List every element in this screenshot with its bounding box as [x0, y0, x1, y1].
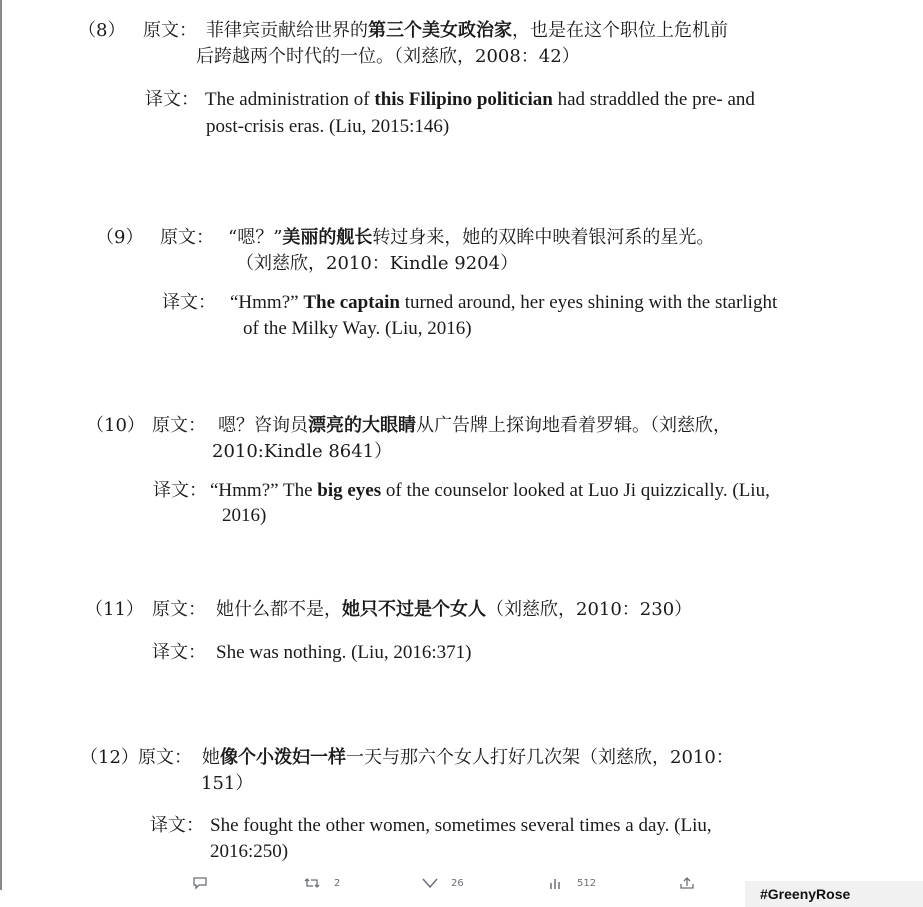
retweet-icon[interactable]	[304, 876, 320, 893]
translation-text-line-1: The administration of this Filipino politician had straddled the pre- and	[205, 89, 755, 110]
example-number: （10）	[86, 415, 145, 436]
translation-text-line-1: “Hmm?” The captain turned around, her eyes shining with the starlight	[230, 292, 778, 313]
views-count: 512	[577, 878, 597, 889]
source-text-line-1: 她什么都不是，她只不过是个女人（刘慈欣，2010：230）	[216, 599, 693, 620]
bar-chart-icon[interactable]	[549, 876, 563, 893]
translation-text-line-2: of the Milky Way. (Liu, 2016)	[243, 318, 472, 339]
hashtag-watermark: #GreenyRose	[760, 886, 851, 902]
source-text-line-2: 2010:Kindle 8641）	[212, 441, 393, 462]
translation-label: 译文：	[153, 480, 207, 501]
source-label: 原文：	[160, 227, 214, 248]
source-label: 原文：	[152, 415, 206, 436]
source-text-line-1: 菲律宾贡献给世界的第三个美女政治家，也是在这个职位上危机前	[206, 20, 728, 41]
translation-text-line-2: 2016)	[222, 505, 267, 526]
source-label: 原文：	[138, 747, 192, 768]
source-label: 原文：	[143, 20, 197, 41]
translation-text-line-2: 2016:250)	[210, 841, 289, 862]
comment-icon[interactable]	[192, 876, 208, 893]
translation-label: 译文：	[150, 815, 204, 836]
source-text-line-1: 她像个小泼妇一样一天与那六个女人打好几次架（刘慈欣，2010：	[202, 747, 734, 768]
translation-label: 译文：	[152, 642, 206, 663]
translation-text-line-2: post-crisis eras. (Liu, 2015:146)	[206, 116, 450, 137]
source-text-line-2: 151）	[201, 773, 254, 794]
translation-text-line-1: She fought the other women, sometimes several times a day. (Liu,	[210, 815, 712, 836]
left-border-rule	[0, 0, 2, 890]
source-label: 原文：	[152, 599, 206, 620]
translation-text-line-1: She was nothing. (Liu, 2016:371)	[216, 642, 472, 663]
heart-icon[interactable]	[421, 876, 439, 893]
example-number: （12）	[80, 747, 139, 768]
source-text-line-2: 后跨越两个时代的一位。（刘慈欣，2008：42）	[196, 46, 580, 67]
source-text-line-2: （刘慈欣，2010：Kindle 9204）	[236, 253, 519, 274]
translation-label: 译文：	[162, 292, 216, 313]
retweet-count: 2	[334, 878, 341, 889]
share-icon[interactable]	[680, 876, 694, 893]
like-count: 26	[451, 878, 464, 889]
translation-label: 译文：	[145, 89, 199, 110]
source-text-line-1: 嗯？咨询员漂亮的大眼睛从广告牌上探询地看着罗辑。（刘慈欣，	[218, 415, 731, 436]
example-number: （8）	[78, 20, 126, 41]
example-number: （9）	[96, 227, 144, 248]
translation-text-line-1: “Hmm?” The big eyes of the counselor looked at Luo Ji quizzically. (Liu,	[210, 480, 770, 501]
example-number: （11）	[85, 599, 144, 620]
social-footer	[0, 862, 923, 907]
source-text-line-1: “嗯？”美丽的舰长转过身来，她的双眸中映着银河系的星光。	[228, 227, 715, 248]
